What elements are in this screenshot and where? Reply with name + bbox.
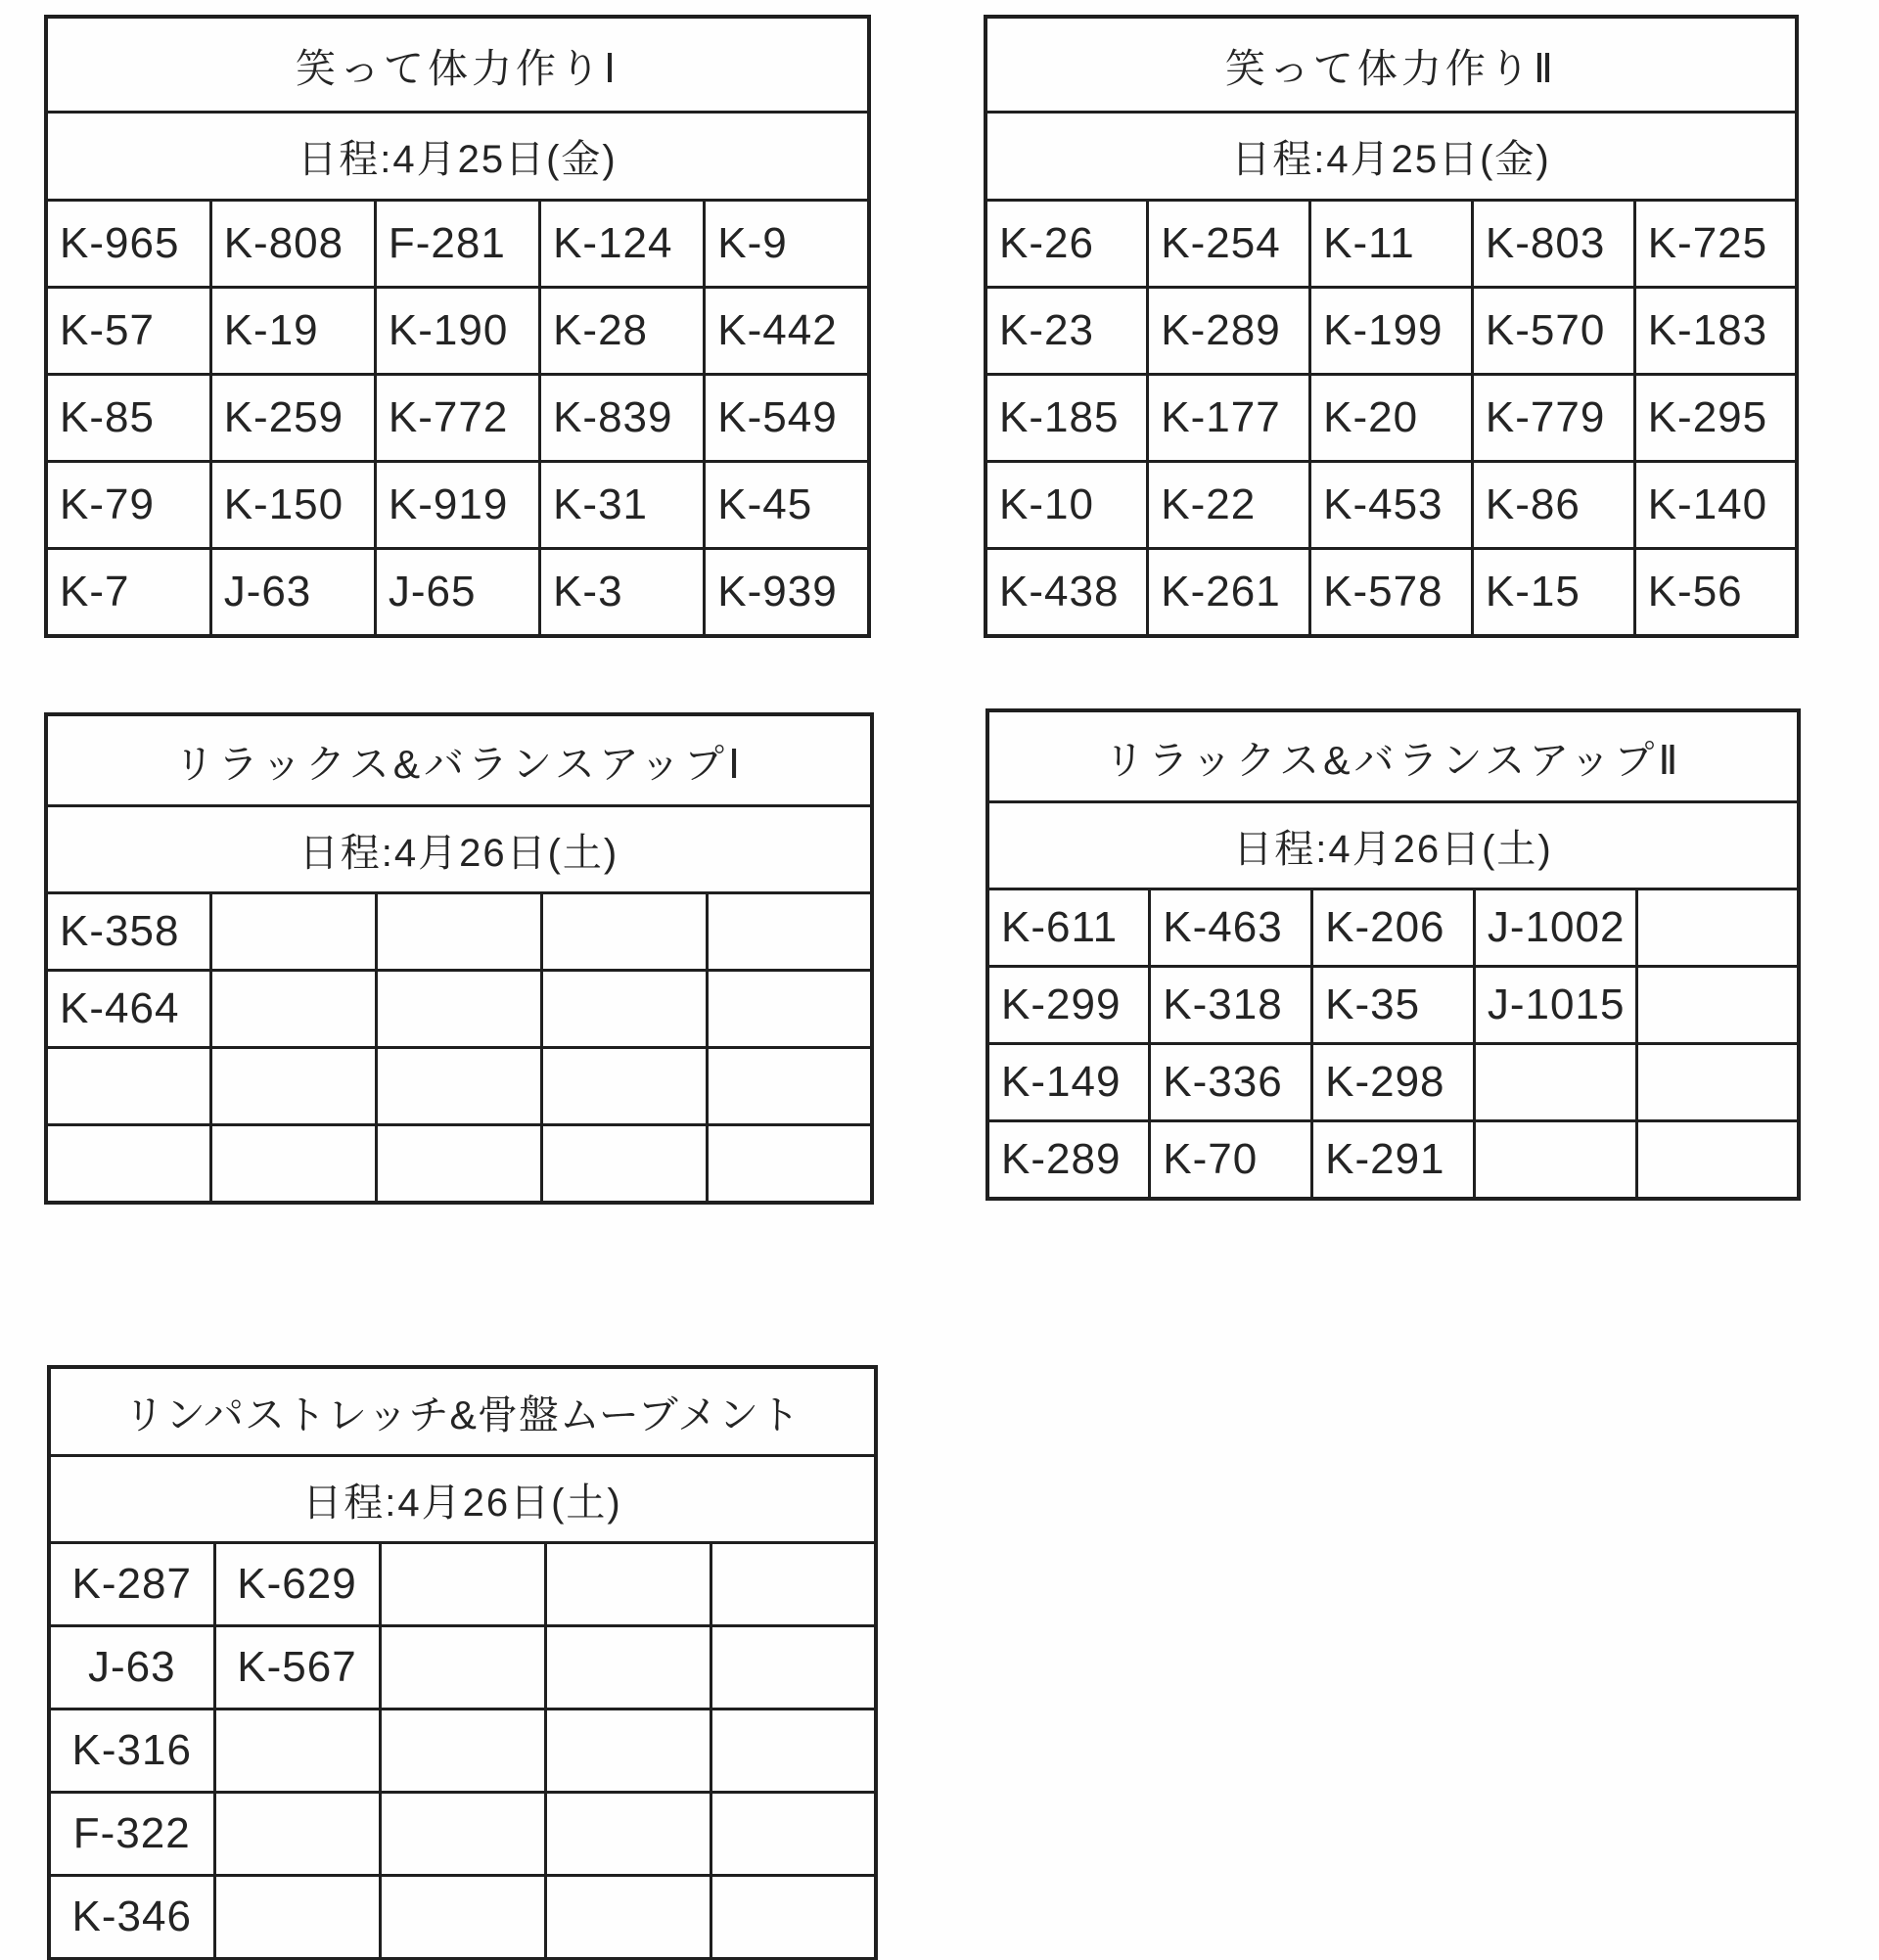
table-row bbox=[46, 971, 872, 1048]
empty-cell bbox=[211, 893, 377, 971]
participant-code-cell: K-140 bbox=[1634, 462, 1797, 549]
empty-cell bbox=[377, 893, 542, 971]
participant-code-cell: K-287 bbox=[49, 1543, 214, 1626]
table-row bbox=[985, 288, 1797, 375]
participant-code-cell: F-281 bbox=[375, 201, 539, 288]
participant-code-cell: K-453 bbox=[1310, 462, 1473, 549]
table-title-row bbox=[985, 17, 1797, 113]
participant-code-cell: K-261 bbox=[1148, 549, 1310, 637]
participant-code-cell: K-206 bbox=[1312, 889, 1475, 967]
participant-code-cell: K-31 bbox=[540, 462, 705, 549]
table-schedule-row bbox=[49, 1456, 876, 1543]
empty-cell bbox=[1474, 1044, 1636, 1121]
table-row bbox=[987, 967, 1799, 1044]
empty-cell bbox=[1636, 967, 1799, 1044]
participant-code-cell: K-299 bbox=[987, 967, 1150, 1044]
empty-cell bbox=[707, 971, 872, 1048]
table-title-row bbox=[46, 714, 872, 806]
participant-code-cell: K-177 bbox=[1148, 375, 1310, 462]
table-relax-balance-1 bbox=[44, 712, 874, 1205]
table-row bbox=[985, 462, 1797, 549]
empty-cell bbox=[377, 1125, 542, 1204]
empty-cell bbox=[541, 971, 707, 1048]
table-header bbox=[985, 17, 1797, 201]
participant-code-cell: K-190 bbox=[375, 288, 539, 375]
participant-code-cell: K-199 bbox=[1310, 288, 1473, 375]
empty-cell bbox=[214, 1793, 380, 1876]
participant-code-cell: K-464 bbox=[46, 971, 211, 1048]
participant-code-cell: K-839 bbox=[540, 375, 705, 462]
table-header bbox=[46, 17, 869, 201]
table-row bbox=[987, 889, 1799, 967]
table-title-row bbox=[49, 1367, 876, 1456]
empty-cell bbox=[1636, 889, 1799, 967]
participant-code-cell: K-124 bbox=[540, 201, 705, 288]
empty-cell bbox=[545, 1876, 710, 1960]
table-row bbox=[987, 1121, 1799, 1200]
empty-cell bbox=[710, 1876, 876, 1960]
table-row bbox=[46, 1125, 872, 1204]
table-row bbox=[46, 288, 869, 375]
table-row bbox=[46, 549, 869, 637]
table-title-row bbox=[987, 710, 1799, 802]
table-schedule: 日程:4月25日(金) bbox=[46, 113, 869, 201]
table-relax-balance-2 bbox=[985, 708, 1801, 1201]
participant-code-cell: K-183 bbox=[1634, 288, 1797, 375]
empty-cell bbox=[541, 1048, 707, 1125]
empty-cell bbox=[380, 1543, 545, 1626]
empty-cell bbox=[710, 1543, 876, 1626]
table-body bbox=[49, 1543, 876, 1960]
participant-code-cell: K-346 bbox=[49, 1876, 214, 1960]
empty-cell bbox=[377, 1048, 542, 1125]
participant-code-cell: K-570 bbox=[1472, 288, 1634, 375]
empty-cell bbox=[707, 893, 872, 971]
participant-code-cell: K-85 bbox=[46, 375, 210, 462]
empty-cell bbox=[545, 1626, 710, 1709]
participant-code-cell: K-289 bbox=[987, 1121, 1150, 1200]
empty-cell bbox=[211, 1048, 377, 1125]
participant-code-cell: K-808 bbox=[210, 201, 375, 288]
table-title: リラックス&バランスアップⅡ bbox=[987, 710, 1799, 802]
participant-code-cell: K-919 bbox=[375, 462, 539, 549]
participant-code-cell: K-9 bbox=[705, 201, 869, 288]
table-row bbox=[985, 549, 1797, 637]
empty-cell bbox=[380, 1876, 545, 1960]
table-row bbox=[985, 375, 1797, 462]
participant-code-cell: K-295 bbox=[1634, 375, 1797, 462]
table-body bbox=[46, 201, 869, 637]
participant-code-cell: K-57 bbox=[46, 288, 210, 375]
table-schedule: 日程:4月25日(金) bbox=[985, 113, 1797, 201]
table-row bbox=[987, 1044, 1799, 1121]
table-row bbox=[49, 1793, 876, 1876]
participant-code-cell: K-11 bbox=[1310, 201, 1473, 288]
empty-cell bbox=[380, 1626, 545, 1709]
participant-code-cell: K-185 bbox=[985, 375, 1148, 462]
empty-cell bbox=[710, 1793, 876, 1876]
participant-code-cell: K-316 bbox=[49, 1709, 214, 1793]
empty-cell bbox=[707, 1125, 872, 1204]
empty-cell bbox=[211, 1125, 377, 1204]
participant-code-cell: K-567 bbox=[214, 1626, 380, 1709]
participant-code-cell: K-15 bbox=[1472, 549, 1634, 637]
participant-code-cell: K-23 bbox=[985, 288, 1148, 375]
table-schedule: 日程:4月26日(土) bbox=[49, 1456, 876, 1543]
participant-code-cell: K-79 bbox=[46, 462, 210, 549]
table-body bbox=[985, 201, 1797, 637]
participant-code-cell: J-1002 bbox=[1474, 889, 1636, 967]
participant-code-cell: K-26 bbox=[985, 201, 1148, 288]
participant-code-cell: K-7 bbox=[46, 549, 210, 637]
empty-cell bbox=[1636, 1121, 1799, 1200]
participant-code-cell: K-28 bbox=[540, 288, 705, 375]
participant-code-cell: K-965 bbox=[46, 201, 210, 288]
empty-cell bbox=[541, 893, 707, 971]
participant-code-cell: K-150 bbox=[210, 462, 375, 549]
participant-code-cell: K-298 bbox=[1312, 1044, 1475, 1121]
empty-cell bbox=[380, 1709, 545, 1793]
table-schedule: 日程:4月26日(土) bbox=[46, 806, 872, 893]
empty-cell bbox=[214, 1876, 380, 1960]
table-row bbox=[985, 201, 1797, 288]
participant-code-cell: K-291 bbox=[1312, 1121, 1475, 1200]
participant-code-cell: K-549 bbox=[705, 375, 869, 462]
participant-code-cell: K-611 bbox=[987, 889, 1150, 967]
empty-cell bbox=[1636, 1044, 1799, 1121]
table-header bbox=[46, 714, 872, 893]
empty-cell bbox=[46, 1125, 211, 1204]
participant-code-cell: K-463 bbox=[1150, 889, 1312, 967]
table-title: 笑って体力作りⅠ bbox=[46, 17, 869, 113]
participant-code-cell: K-45 bbox=[705, 462, 869, 549]
participant-code-cell: K-70 bbox=[1150, 1121, 1312, 1200]
participant-code-cell: K-578 bbox=[1310, 549, 1473, 637]
table-row bbox=[49, 1876, 876, 1960]
table-title: リンパストレッチ&骨盤ムーブメント bbox=[49, 1367, 876, 1456]
participant-code-cell: K-149 bbox=[987, 1044, 1150, 1121]
participant-code-cell: K-20 bbox=[1310, 375, 1473, 462]
table-row bbox=[49, 1543, 876, 1626]
participant-code-cell: K-22 bbox=[1148, 462, 1310, 549]
participant-code-cell: J-1015 bbox=[1474, 967, 1636, 1044]
table-body bbox=[46, 893, 872, 1204]
participant-code-cell: F-322 bbox=[49, 1793, 214, 1876]
empty-cell bbox=[707, 1048, 872, 1125]
participant-code-cell: K-629 bbox=[214, 1543, 380, 1626]
empty-cell bbox=[214, 1709, 380, 1793]
empty-cell bbox=[1474, 1121, 1636, 1200]
participant-code-cell: K-358 bbox=[46, 893, 211, 971]
participant-code-cell: K-336 bbox=[1150, 1044, 1312, 1121]
participant-code-cell: K-259 bbox=[210, 375, 375, 462]
participant-code-cell: J-65 bbox=[375, 549, 539, 637]
participant-code-cell: K-442 bbox=[705, 288, 869, 375]
table-body bbox=[987, 889, 1799, 1200]
participant-code-cell: K-725 bbox=[1634, 201, 1797, 288]
participant-code-cell: K-35 bbox=[1312, 967, 1475, 1044]
table-schedule: 日程:4月26日(土) bbox=[987, 802, 1799, 889]
table-row bbox=[49, 1626, 876, 1709]
table-schedule-row bbox=[46, 113, 869, 201]
empty-cell bbox=[377, 971, 542, 1048]
participant-code-cell: K-19 bbox=[210, 288, 375, 375]
empty-cell bbox=[545, 1793, 710, 1876]
table-header bbox=[49, 1367, 876, 1543]
participant-code-cell: K-772 bbox=[375, 375, 539, 462]
table-title: 笑って体力作りⅡ bbox=[985, 17, 1797, 113]
empty-cell bbox=[541, 1125, 707, 1204]
participant-code-cell: K-779 bbox=[1472, 375, 1634, 462]
participant-code-cell: K-254 bbox=[1148, 201, 1310, 288]
table-row bbox=[46, 201, 869, 288]
table-schedule-row bbox=[46, 806, 872, 893]
table-header bbox=[987, 710, 1799, 889]
participant-code-cell: K-3 bbox=[540, 549, 705, 637]
empty-cell bbox=[380, 1793, 545, 1876]
participant-code-cell: K-10 bbox=[985, 462, 1148, 549]
table-row bbox=[46, 893, 872, 971]
table-row bbox=[49, 1709, 876, 1793]
participant-code-cell: K-318 bbox=[1150, 967, 1312, 1044]
participant-code-cell: K-939 bbox=[705, 549, 869, 637]
participant-code-cell: K-803 bbox=[1472, 201, 1634, 288]
empty-cell bbox=[545, 1543, 710, 1626]
table-row bbox=[46, 375, 869, 462]
empty-cell bbox=[545, 1709, 710, 1793]
table-row bbox=[46, 1048, 872, 1125]
participant-code-cell: K-438 bbox=[985, 549, 1148, 637]
participant-code-cell: K-86 bbox=[1472, 462, 1634, 549]
participant-code-cell: K-56 bbox=[1634, 549, 1797, 637]
table-warrate-tairyoku-2 bbox=[984, 15, 1799, 638]
table-lymph-stretch-pelvis bbox=[47, 1365, 878, 1960]
table-schedule-row bbox=[985, 113, 1797, 201]
table-title-row bbox=[46, 17, 869, 113]
empty-cell bbox=[710, 1626, 876, 1709]
empty-cell bbox=[46, 1048, 211, 1125]
participant-code-cell: J-63 bbox=[210, 549, 375, 637]
participant-code-cell: J-63 bbox=[49, 1626, 214, 1709]
empty-cell bbox=[211, 971, 377, 1048]
table-row bbox=[46, 462, 869, 549]
participant-code-cell: K-289 bbox=[1148, 288, 1310, 375]
table-schedule-row bbox=[987, 802, 1799, 889]
table-title: リラックス&バランスアップⅠ bbox=[46, 714, 872, 806]
empty-cell bbox=[710, 1709, 876, 1793]
table-warrate-tairyoku-1 bbox=[44, 15, 871, 638]
